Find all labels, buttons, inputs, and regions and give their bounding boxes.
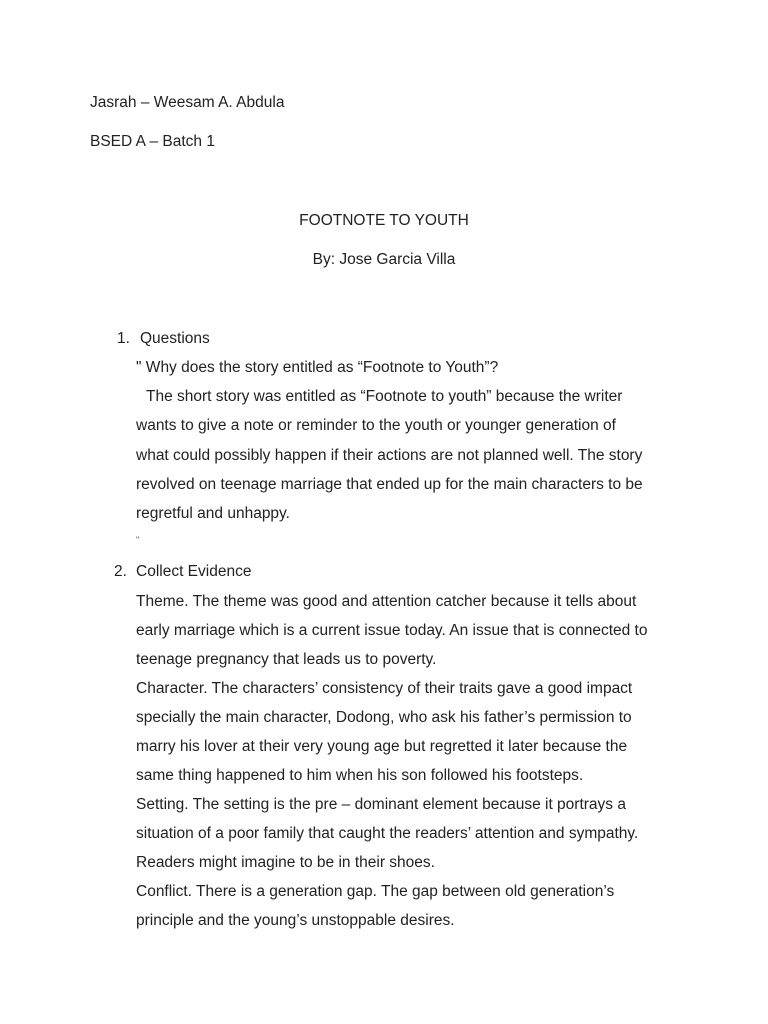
evidence-line: principle and the young’s unstoppable desires. <box>136 912 455 929</box>
answer-line: wants to give a note or reminder to the youth or younger generation of <box>136 417 616 434</box>
document-title: FOOTNOTE TO YOUTH <box>299 212 469 229</box>
evidence-line: situation of a poor family that caught the readers’ attention and sympathy. <box>136 825 639 842</box>
evidence-line: Theme. The theme was good and attention catcher because it tells about <box>136 593 637 610</box>
answer-line: regretful and unhappy. <box>136 505 290 522</box>
evidence-line: marry his lover at their very young age but regretted it later because the <box>136 738 628 755</box>
answer-line: revolved on teenage marriage that ended up for the main characters to be <box>136 476 643 493</box>
evidence-line: early marriage which is a current issue today. An issue that is connected to <box>136 622 648 639</box>
section-heading-questions: Questions <box>140 330 210 347</box>
evidence-line: Setting. The setting is the pre – dominant element because it portrays a <box>136 796 626 813</box>
evidence-line: teenage pregnancy that leads us to poverty. <box>136 651 437 668</box>
list-number: 1. <box>117 330 130 347</box>
evidence-line: specially the main character, Dodong, who ask his father’s permission to <box>136 709 632 726</box>
closing-quote-mark: " <box>136 535 140 545</box>
evidence-line: Readers might imagine to be in their shoes. <box>136 854 435 871</box>
answer-line: what could possibly happen if their actions are not planned well. The story <box>136 447 643 464</box>
answer-line: The short story was entitled as “Footnote to youth” because the writer <box>146 388 623 405</box>
section-heading-evidence: Collect Evidence <box>136 563 252 580</box>
document-byline: By: Jose Garcia Villa <box>312 251 456 268</box>
list-number: 2. <box>114 563 127 580</box>
evidence-line: Character. The characters’ consistency of their traits gave a good impact <box>136 680 633 697</box>
evidence-line: Conflict. There is a generation gap. The gap between old generation’s <box>136 883 615 900</box>
author-name: Jasrah – Weesam A. Abdula <box>90 94 285 111</box>
class-section: BSED A – Batch 1 <box>90 133 215 150</box>
question-line: " Why does the story entitled as “Footnote to Youth”? <box>136 359 499 376</box>
evidence-line: same thing happened to him when his son followed his footsteps. <box>136 767 584 784</box>
